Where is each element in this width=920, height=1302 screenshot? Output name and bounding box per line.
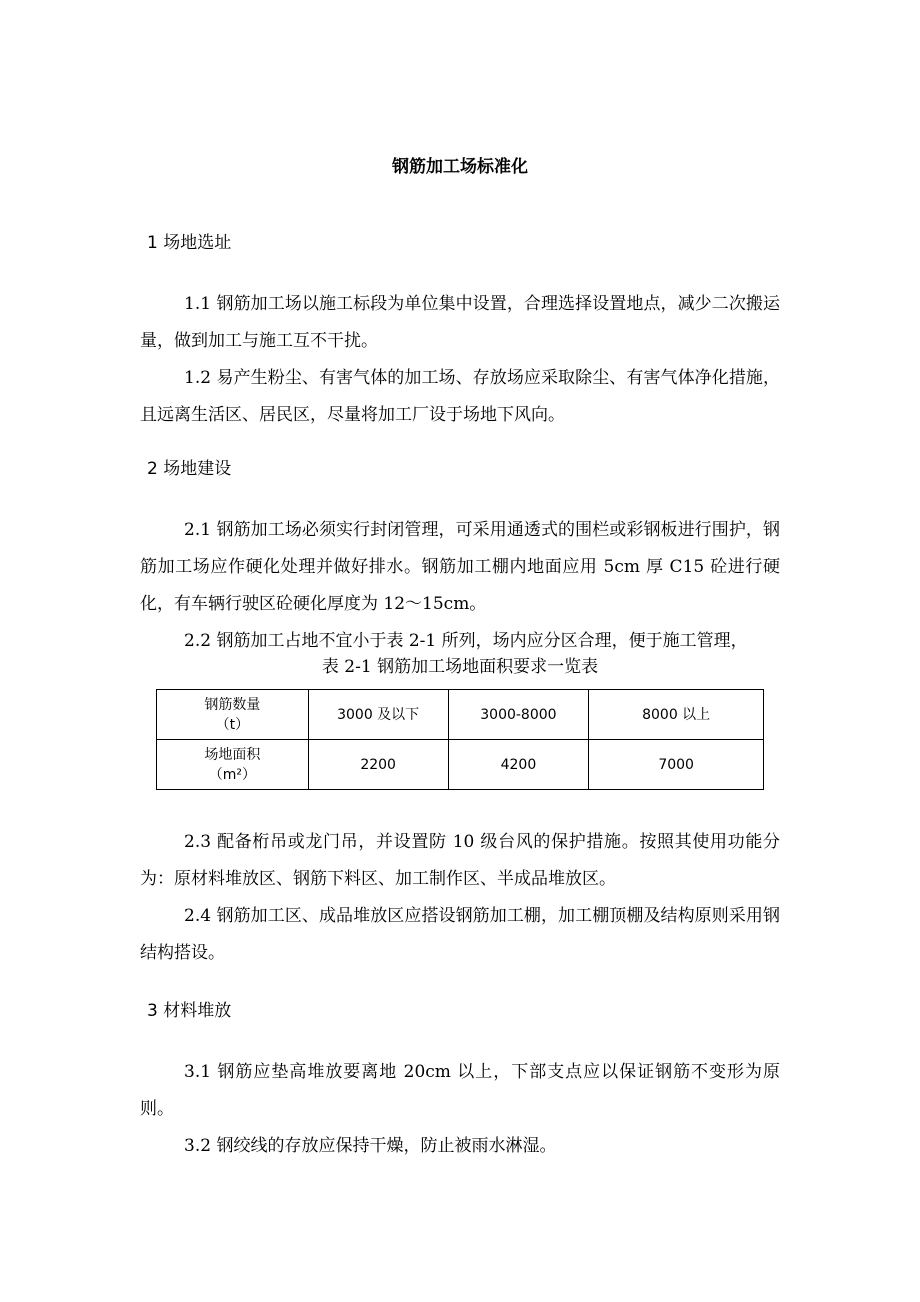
- paragraph-2-4: 2.4 钢筋加工区、成品堆放区应搭设钢筋加工棚，加工棚顶棚及结构原则采用钢结构搭设。: [140, 906, 780, 963]
- area-requirements-table: [156, 689, 764, 790]
- table-cell: 3000 及以下: [308, 690, 448, 740]
- table-caption: 表 2-1 钢筋加工场地面积要求一览表: [321, 657, 599, 677]
- paragraph-2-3: 2.3 配备桁吊或龙门吊，并设置防 10 级台风的保护措施。按照其使用功能分为：原材料堆放区、钢筋下料区、加工制作区、半成品堆放区。: [140, 832, 780, 889]
- paragraph-2-2: 2.2 钢筋加工占地不宜小于表 2-1 所列，场内应分区合理，便于施工管理，: [184, 631, 748, 651]
- table-row-label: 钢筋数量: [204, 696, 261, 713]
- paragraph-1-2: 1.2 易产生粉尘、有害气体的加工场、存放场应采取除尘、有害气体净化措施，且远离生活区、居民区，尽量将加工厂设于场地下风向。: [140, 368, 780, 425]
- table-cell: 4200: [448, 740, 589, 790]
- table-row-header: [157, 690, 309, 740]
- paragraph-1-1: 1.1 钢筋加工场以施工标段为单位集中设置，合理选择设置地点，减少二次搬运量，做到加工与施工互不干扰。: [140, 294, 780, 351]
- table-row-unit: （m²）: [208, 766, 256, 783]
- table-cell: 3000-8000: [448, 690, 589, 740]
- table-row: [157, 740, 764, 790]
- paragraph-3-1: 3.1 钢筋应垫高堆放要离地 20cm 以上，下部支点应以保证钢筋不变形为原则。: [140, 1062, 780, 1119]
- table-cell: 2200: [308, 740, 448, 790]
- paragraph-3-2: 3.2 钢绞线的存放应保持干燥，防止被雨水淋湿。: [184, 1136, 557, 1156]
- section-heading-3: 3 材料堆放: [147, 1001, 232, 1021]
- section-heading-1: 1 场地选址: [147, 233, 232, 253]
- table-row: [157, 690, 764, 740]
- table-row-label: 场地面积: [204, 746, 261, 763]
- section-heading-2: 2 场地建设: [147, 459, 232, 479]
- table-row-unit: （t）: [215, 716, 250, 733]
- table-cell: 7000: [589, 740, 764, 790]
- document-title: 钢筋加工场标准化: [392, 157, 528, 177]
- paragraph-2-1: 2.1 钢筋加工场必须实行封闭管理，可采用通透式的围栏或彩钢板进行围护，钢筋加工场应作硬化处理并做好排水。钢筋加工棚内地面应用 5cm 厚 C15 砼进行硬化，有车辆行驶区砼硬化厚度为 12～15cm。: [140, 520, 780, 614]
- table-row-header: [157, 740, 309, 790]
- table-cell: 8000 以上: [589, 690, 764, 740]
